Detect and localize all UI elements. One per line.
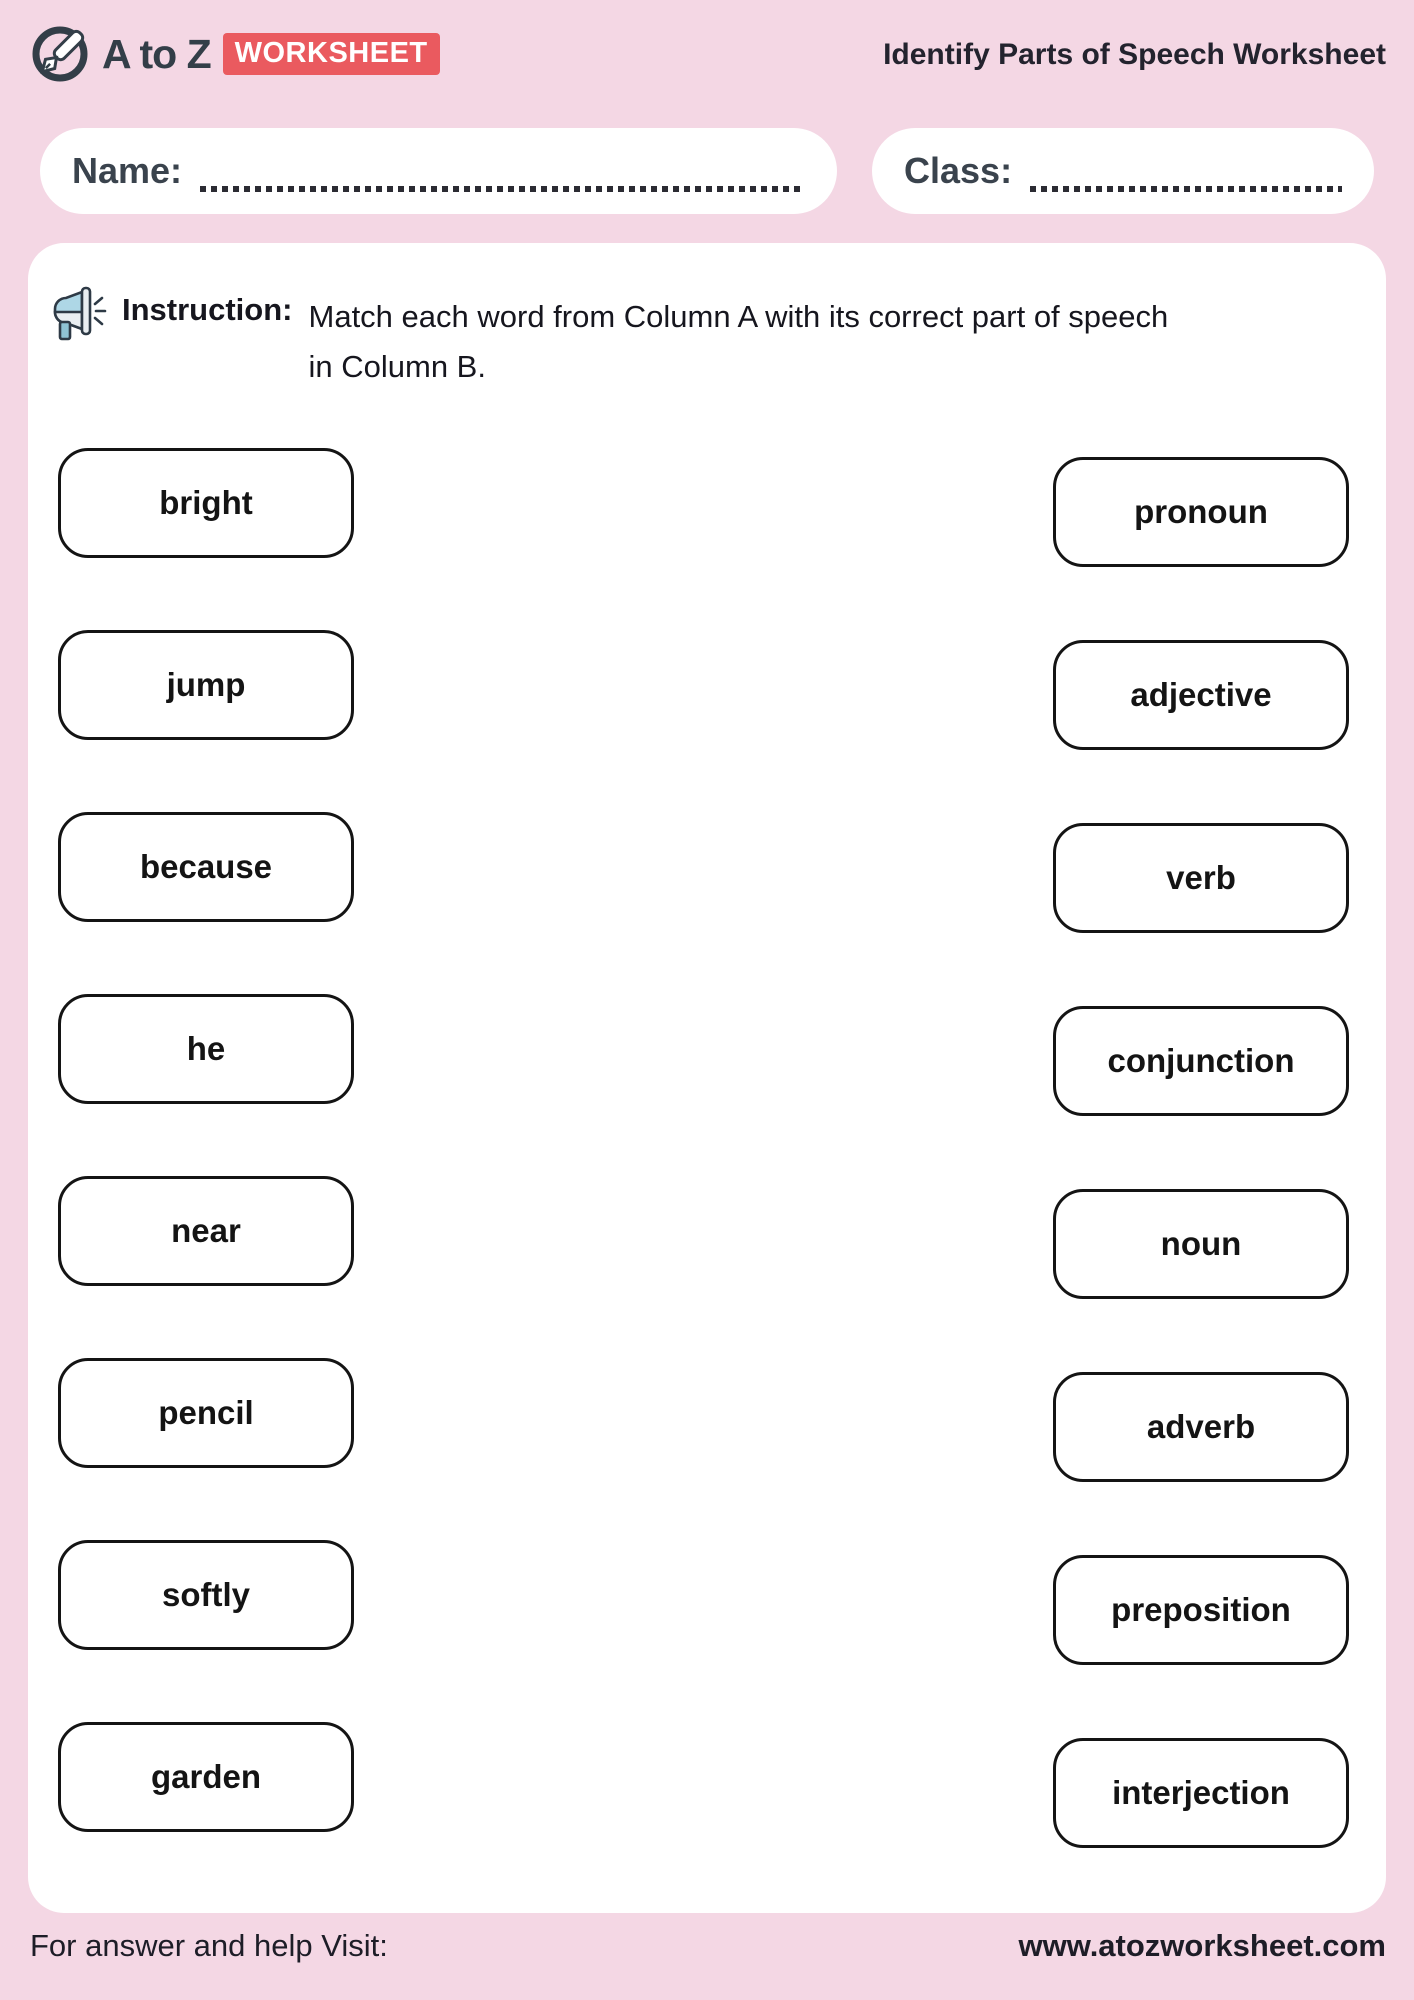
word-box-softly[interactable]: softly [58,1540,354,1650]
word-box-preposition[interactable]: preposition [1053,1555,1349,1665]
word-box-noun[interactable]: noun [1053,1189,1349,1299]
word-box-conjunction[interactable]: conjunction [1053,1006,1349,1116]
class-write-line[interactable] [1030,186,1342,192]
word-box-garden[interactable]: garden [58,1722,354,1832]
column-a [58,448,354,1832]
pen-circle-logo-icon [30,24,90,84]
instruction-row [46,283,1194,392]
name-write-line[interactable] [200,186,805,192]
brand-name: A to Z [102,30,211,77]
megaphone-icon [46,283,110,347]
instruction-text: Match each word from Column A with its correct part of speech in Column B. [308,299,1169,384]
page-title: Identify Parts of Speech Worksheet [883,38,1386,71]
word-box-near[interactable]: near [58,1176,354,1286]
word-box-bright[interactable]: bright [58,448,354,558]
word-box-pronoun[interactable]: pronoun [1053,457,1349,567]
brand-badge: WORKSHEET [223,33,440,75]
word-box-adjective[interactable]: adjective [1053,640,1349,750]
word-box-verb[interactable]: verb [1053,823,1349,933]
word-box-he[interactable]: he [58,994,354,1104]
name-field [40,128,837,214]
word-box-pencil[interactable]: pencil [58,1358,354,1468]
class-label: Class: [904,150,1013,191]
footer-website-link[interactable]: www.atozworksheet.com [1018,1928,1386,1963]
word-box-jump[interactable]: jump [58,630,354,740]
column-b [1053,457,1349,1848]
word-box-because[interactable]: because [58,812,354,922]
name-label: Name: [72,150,183,191]
word-box-interjection[interactable]: interjection [1053,1738,1349,1848]
footer-help-text: For answer and help Visit: [30,1928,388,1963]
instruction-label: Instruction: [122,292,293,327]
word-box-adverb[interactable]: adverb [1053,1372,1349,1482]
class-field [872,128,1374,214]
brand-logo-group [30,24,440,84]
